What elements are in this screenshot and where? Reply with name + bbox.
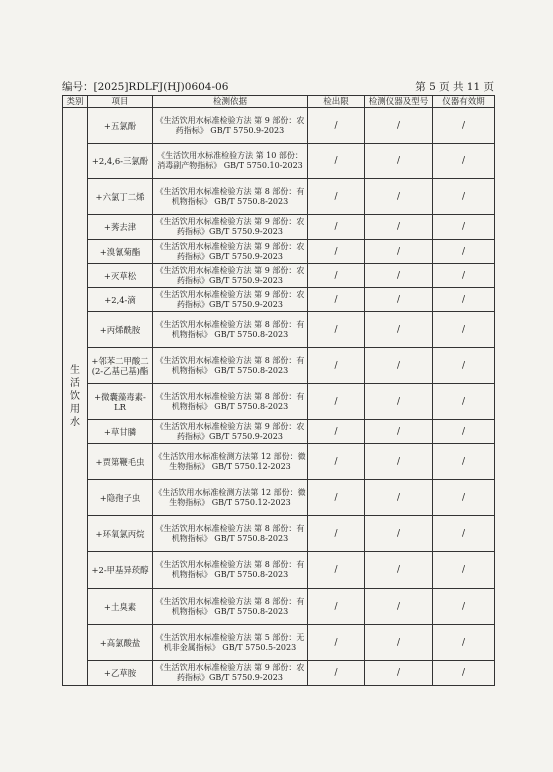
table-header-row: [63, 96, 495, 108]
item-cell: +邻苯二甲酸二(2-乙基己基)酯: [88, 348, 153, 384]
column-header-item: 项目: [88, 96, 153, 108]
instrument-cell: /: [365, 264, 433, 288]
validity-cell: /: [433, 264, 495, 288]
instrument-cell: /: [365, 420, 433, 444]
detection-limit-cell: /: [308, 420, 365, 444]
detection-limit-cell: /: [308, 108, 365, 144]
detection-limit-cell: /: [308, 179, 365, 215]
item-cell: +草甘膦: [88, 420, 153, 444]
method-cell: 《生活饮用水标准检验方法 第 9 部份：农药指标》GB/T 5750.9-2023: [153, 661, 308, 686]
method-cell: 《生活饮用水标准检验方法 第 5 部份：无机非金属指标》 GB/T 5750.5-2023: [153, 625, 308, 661]
table-row: [63, 444, 495, 480]
method-cell: 《生活饮用水标准检验方法 第 9 部份：农药指标》 GB/T 5750.9-2023: [153, 108, 308, 144]
table-row: [63, 480, 495, 516]
method-cell: 《生活饮用水标准检验方法 第 9 部份：农药指标》GB/T 5750.9-2023: [153, 420, 308, 444]
item-cell: +2-甲基异莰醇: [88, 552, 153, 589]
column-header-category: 类别: [63, 96, 88, 108]
instrument-cell: /: [365, 625, 433, 661]
method-cell: 《生活饮用水标准检验方法 第 8 部份：有机物指标》 GB/T 5750.8-2023: [153, 516, 308, 552]
instrument-cell: /: [365, 444, 433, 480]
method-cell: 《生活饮用水标准检验方法 第 9 部份：农药指标》GB/T 5750.9-2023: [153, 264, 308, 288]
page-header: [62, 80, 494, 95]
validity-cell: /: [433, 312, 495, 348]
item-cell: +环氧氯丙烷: [88, 516, 153, 552]
method-cell: 《生活饮用水标准检验方法 第 10 部份：消毒副产物指标》 GB/T 5750.10-2023: [153, 144, 308, 179]
table-row: [63, 312, 495, 348]
item-cell: +五氯酚: [88, 108, 153, 144]
validity-cell: /: [433, 589, 495, 625]
detection-limit-cell: /: [308, 288, 365, 312]
instrument-cell: /: [365, 240, 433, 264]
table-body: [63, 108, 495, 686]
validity-cell: /: [433, 288, 495, 312]
detection-limit-cell: /: [308, 625, 365, 661]
validity-cell: /: [433, 625, 495, 661]
item-cell: +隐孢子虫: [88, 480, 153, 516]
instrument-cell: /: [365, 552, 433, 589]
table-row: [63, 420, 495, 444]
instrument-cell: /: [365, 288, 433, 312]
method-cell: 《生活饮用水标准检验方法 第 9 部份：农药指标》GB/T 5750.9-2023: [153, 288, 308, 312]
table-row: [63, 144, 495, 179]
table-row: [63, 348, 495, 384]
table-row: [63, 516, 495, 552]
detection-limit-cell: /: [308, 552, 365, 589]
instrument-cell: /: [365, 108, 433, 144]
instrument-cell: /: [365, 661, 433, 686]
item-cell: +土臭素: [88, 589, 153, 625]
detection-limit-cell: /: [308, 215, 365, 240]
item-cell: +贾第鞭毛虫: [88, 444, 153, 480]
table-row: [63, 215, 495, 240]
method-cell: 《生活饮用水标准检验方法 第 8 部份：有机物指标》 GB/T 5750.8-2023: [153, 312, 308, 348]
detection-limit-cell: /: [308, 480, 365, 516]
method-cell: 《生活饮用水标准检测方法第 12 部份：微生物指标》 GB/T 5750.12-2023: [153, 444, 308, 480]
item-cell: +六氯丁二烯: [88, 179, 153, 215]
validity-cell: /: [433, 661, 495, 686]
validity-cell: /: [433, 480, 495, 516]
item-cell: +微囊藻毒素-LR: [88, 384, 153, 420]
detection-limit-cell: /: [308, 384, 365, 420]
table-row: [63, 552, 495, 589]
validity-cell: /: [433, 516, 495, 552]
validity-cell: /: [433, 384, 495, 420]
detection-limit-cell: /: [308, 348, 365, 384]
detection-limit-cell: /: [308, 312, 365, 348]
column-header-detection-limit: 检出限: [308, 96, 365, 108]
validity-cell: /: [433, 420, 495, 444]
instrument-cell: /: [365, 144, 433, 179]
detection-limit-cell: /: [308, 240, 365, 264]
column-header-validity: 仪器有效期: [433, 96, 495, 108]
detection-limit-cell: /: [308, 144, 365, 179]
method-cell: 《生活饮用水标准检验方法 第 8 部份：有机物指标》 GB/T 5750.8-2023: [153, 384, 308, 420]
item-cell: +2,4-滴: [88, 288, 153, 312]
instrument-cell: /: [365, 384, 433, 420]
method-cell: 《生活饮用水标准检验方法 第 8 部份：有机物指标》 GB/T 5750.8-2023: [153, 179, 308, 215]
item-cell: +溴氰菊酯: [88, 240, 153, 264]
detection-limit-cell: /: [308, 264, 365, 288]
detection-limit-cell: /: [308, 589, 365, 625]
instrument-cell: /: [365, 348, 433, 384]
column-header-method: 检测依据: [153, 96, 308, 108]
validity-cell: /: [433, 215, 495, 240]
method-cell: 《生活饮用水标准检验方法 第 8 部份：有机物指标》 GB/T 5750.8-2023: [153, 552, 308, 589]
category-cell: 生活饮用水: [63, 108, 88, 686]
method-cell: 《生活饮用水标准检验方法 第 9 部份：农药指标》GB/T 5750.9-2023: [153, 215, 308, 240]
table-row: [63, 589, 495, 625]
method-cell: 《生活饮用水标准检验方法 第 8 部份：有机物指标》 GB/T 5750.8-2023: [153, 348, 308, 384]
detection-limit-cell: /: [308, 444, 365, 480]
item-cell: +丙烯酰胺: [88, 312, 153, 348]
instrument-cell: /: [365, 179, 433, 215]
validity-cell: /: [433, 179, 495, 215]
table-row: [63, 179, 495, 215]
table-row: [63, 384, 495, 420]
item-cell: +灭草松: [88, 264, 153, 288]
validity-cell: /: [433, 240, 495, 264]
detection-limit-cell: /: [308, 661, 365, 686]
instrument-cell: /: [365, 589, 433, 625]
column-header-instrument: 检测仪器及型号: [365, 96, 433, 108]
item-cell: +2,4,6-三氯酚: [88, 144, 153, 179]
table-row: [63, 108, 495, 144]
item-cell: +莠去津: [88, 215, 153, 240]
test-method-table: [62, 95, 495, 686]
table-row: [63, 661, 495, 686]
instrument-cell: /: [365, 312, 433, 348]
method-cell: 《生活饮用水标准检验方法 第 9 部份：农药指标》GB/T 5750.9-2023: [153, 240, 308, 264]
table-row: [63, 625, 495, 661]
validity-cell: /: [433, 552, 495, 589]
table-row: [63, 240, 495, 264]
item-cell: +高氯酸盐: [88, 625, 153, 661]
instrument-cell: /: [365, 516, 433, 552]
page-number: 第 5 页 共 11 页: [415, 81, 494, 93]
detection-limit-cell: /: [308, 516, 365, 552]
validity-cell: /: [433, 444, 495, 480]
validity-cell: /: [433, 144, 495, 179]
validity-cell: /: [433, 108, 495, 144]
instrument-cell: /: [365, 215, 433, 240]
validity-cell: /: [433, 348, 495, 384]
table-row: [63, 288, 495, 312]
table-row: [63, 264, 495, 288]
method-cell: 《生活饮用水标准检测方法第 12 部份：微生物指标》 GB/T 5750.12-2023: [153, 480, 308, 516]
method-cell: 《生活饮用水标准检验方法 第 8 部份：有机物指标》 GB/T 5750.8-2023: [153, 589, 308, 625]
document-number: 编号：[2025]RDLFJ(HJ)0604-06: [62, 81, 229, 93]
item-cell: +乙草胺: [88, 661, 153, 686]
instrument-cell: /: [365, 480, 433, 516]
